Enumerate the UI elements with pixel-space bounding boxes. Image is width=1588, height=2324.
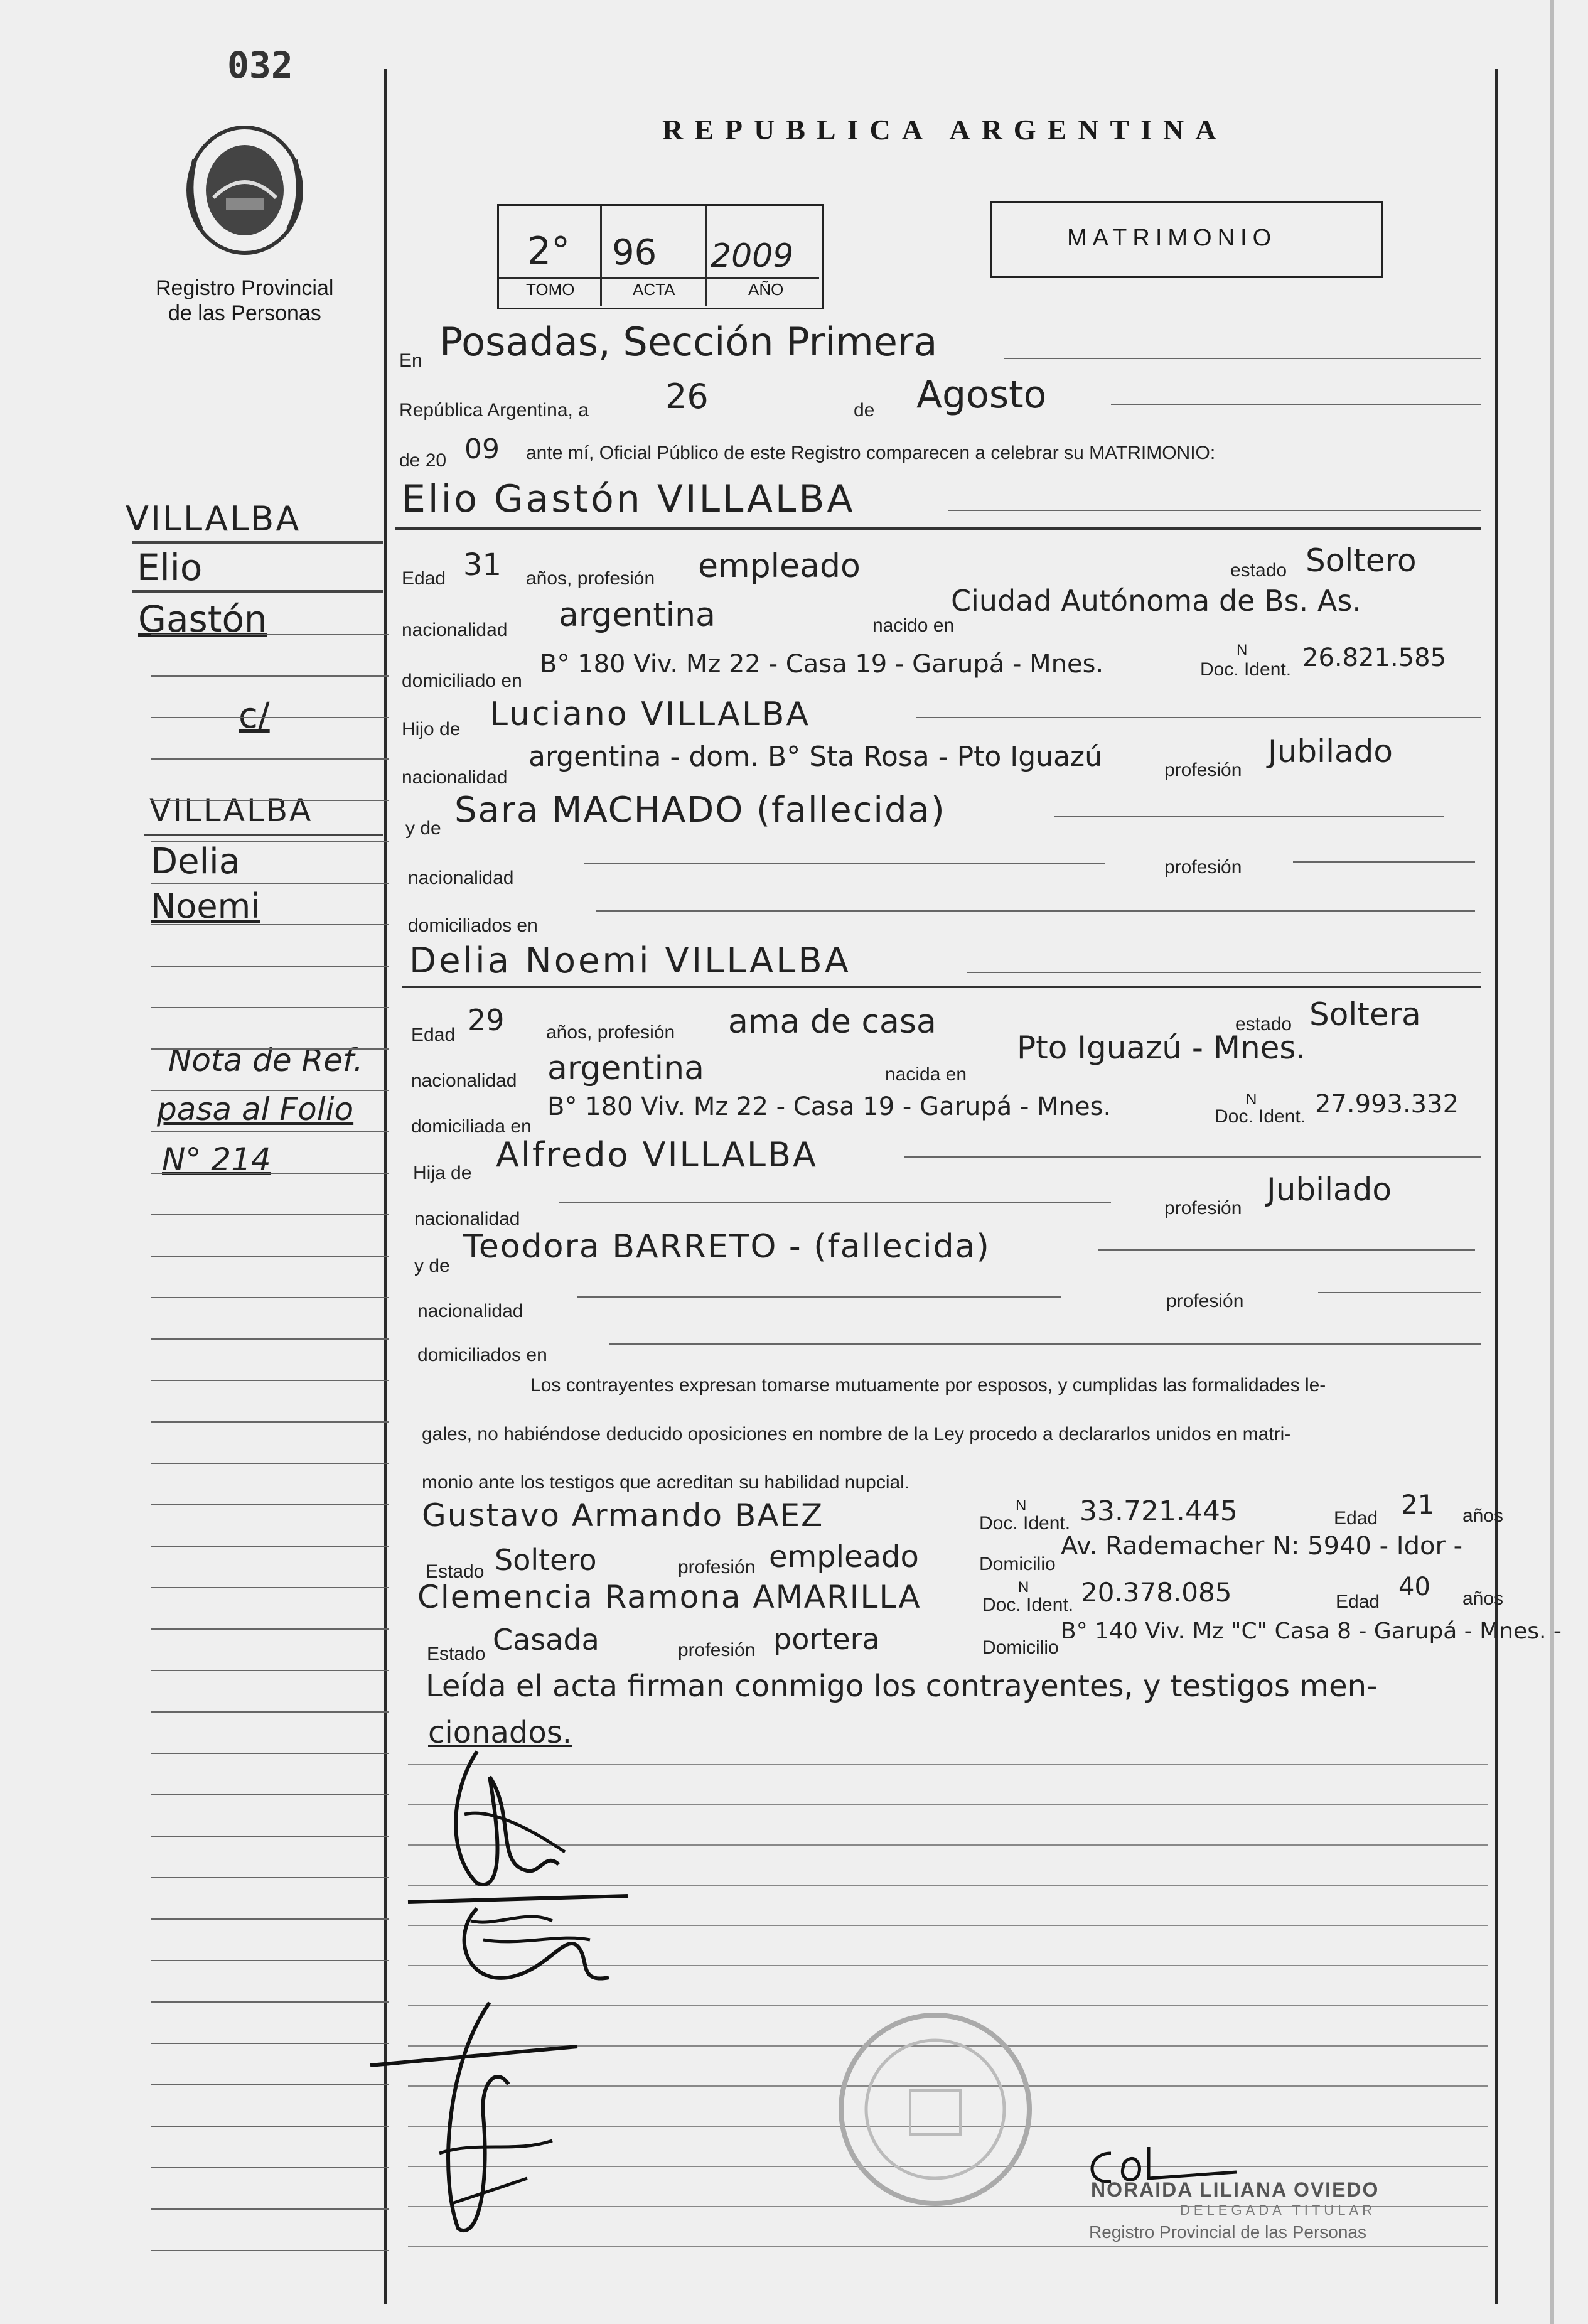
margin-surname1: VILLALBA bbox=[126, 499, 301, 539]
bride-mother: Teodora BARRETO - (fallecida) bbox=[463, 1228, 990, 1266]
witness1-estado-label: Estado bbox=[426, 1561, 485, 1582]
bride-name-rule bbox=[967, 972, 1481, 973]
bride-domiciliados-label: domiciliados en bbox=[417, 1345, 547, 1365]
witness2-dom-label: Domicilio bbox=[982, 1637, 1059, 1658]
tomo-value: 2° bbox=[527, 229, 571, 273]
margin-ruled-line bbox=[151, 1173, 389, 1174]
margin-ruled-line bbox=[151, 1918, 389, 1920]
margin-ruled-line bbox=[151, 1297, 389, 1298]
month-rule bbox=[1111, 404, 1481, 405]
groom-estado-label: estado bbox=[1230, 560, 1287, 581]
witness2-doc-label: Doc. Ident. bbox=[982, 1595, 1074, 1615]
groom-yde-label: y de bbox=[405, 818, 441, 839]
official-org: Registro Provincial de las Personas bbox=[1089, 2222, 1366, 2242]
signature-witnesses-icon bbox=[364, 1990, 603, 2254]
margin-surname2: VILLALBA bbox=[149, 792, 313, 829]
official-name: NORAIDA LILIANA OVIEDO bbox=[1091, 2178, 1380, 2201]
margin-ruled-line bbox=[151, 1960, 389, 1961]
year-prefix: de 20 bbox=[399, 450, 447, 471]
margin-rule bbox=[144, 834, 383, 836]
groom-nacido-label: nacido en bbox=[872, 615, 955, 636]
province-seal-icon bbox=[182, 122, 308, 257]
declaration-line1: Los contrayentes expresan tomarse mutuamente por esposos, y cumplidas las formalidades le- bbox=[530, 1375, 1326, 1396]
closing-line1: Leída el acta firman conmigo los contrayentes, y testigos men- bbox=[426, 1669, 1378, 1704]
section-rule bbox=[395, 527, 1481, 530]
record-box-divider-1 bbox=[600, 206, 602, 306]
groom-mother-rule bbox=[1054, 816, 1444, 817]
witness2-domicilio: B° 140 Viv. Mz "C" Casa 8 - Garupá - Mnes. - bbox=[1061, 1618, 1562, 1644]
groom-domiciliados-label: domiciliados en bbox=[408, 915, 538, 936]
groom-father-prof: Jubilado bbox=[1268, 733, 1393, 770]
witness1-name: Gustavo Armando BAEZ bbox=[422, 1497, 824, 1534]
margin-note-line1: Nota de Ref. bbox=[168, 1042, 363, 1079]
bride-father: Alfredo VILLALBA bbox=[496, 1135, 818, 1175]
bride-mother-rule bbox=[1098, 1249, 1475, 1251]
witness2-estado: Casada bbox=[493, 1623, 599, 1657]
closing-line2: cionados. bbox=[428, 1715, 572, 1750]
margin-ruled-line bbox=[151, 1794, 389, 1795]
bride-domiciliados-rule bbox=[609, 1343, 1481, 1345]
groom-name-rule bbox=[948, 510, 1481, 511]
bride-father-nac-rule bbox=[559, 1202, 1111, 1203]
witness2-estado-label: Estado bbox=[427, 1643, 486, 1664]
bride-edad-label: Edad bbox=[411, 1025, 456, 1045]
groom-domiciliados-rule bbox=[596, 910, 1475, 912]
bride-doc: 27.993.332 bbox=[1315, 1090, 1459, 1119]
month-value: Agosto bbox=[916, 373, 1047, 417]
margin-ruled-line bbox=[151, 2043, 389, 2044]
margin-ruled-line bbox=[151, 1877, 389, 1878]
bride-father-prof-label: profesión bbox=[1164, 1198, 1242, 1218]
bride-nacionalidad-label: nacionalidad bbox=[411, 1070, 517, 1091]
year-suffix: 09 bbox=[464, 433, 500, 465]
signature-groom-icon bbox=[439, 1739, 603, 1902]
bride-father-nac-label: nacionalidad bbox=[414, 1208, 520, 1229]
bride-mother-nac-label: nacionalidad bbox=[417, 1301, 523, 1321]
witness2-prof-label: profesión bbox=[678, 1640, 756, 1660]
bride-hija-label: Hija de bbox=[413, 1163, 472, 1183]
margin-ruled-line bbox=[151, 883, 389, 884]
margin-ruled-line bbox=[151, 2126, 389, 2127]
groom-father-nac-label: nacionalidad bbox=[402, 767, 508, 788]
margin-ruled-line bbox=[151, 1131, 389, 1132]
margin-ruled-line bbox=[151, 634, 389, 635]
margin-conjunction: c/ bbox=[239, 696, 270, 736]
margin-ruled-line bbox=[151, 841, 389, 842]
registry-name-line2: de las Personas bbox=[168, 301, 321, 325]
margin-ruled-line bbox=[151, 1753, 389, 1754]
margin-ruled-line bbox=[151, 1380, 389, 1381]
bride-doc-n: N bbox=[1246, 1091, 1257, 1108]
margin-ruled-line bbox=[151, 1504, 389, 1505]
groom-nacionalidad-label: nacionalidad bbox=[402, 620, 508, 640]
republica-label: República Argentina, a bbox=[399, 400, 589, 421]
groom-profesion: empleado bbox=[698, 547, 861, 585]
margin-ruled-line bbox=[151, 2250, 389, 2251]
groom-mother-nac-rule bbox=[584, 863, 1105, 864]
groom-nacido: Ciudad Autónoma de Bs. As. bbox=[951, 584, 1361, 618]
statement-text: ante mí, Oficial Público de este Registro comparecen a celebrar su MATRIMONIO: bbox=[526, 443, 1216, 463]
witness1-edad: 21 bbox=[1401, 1489, 1435, 1520]
witness1-profesion: empleado bbox=[769, 1539, 919, 1574]
acta-value: 96 bbox=[612, 232, 657, 273]
margin-note-line2: pasa al Folio bbox=[157, 1091, 354, 1127]
record-box-label-rule bbox=[499, 277, 819, 279]
groom-edad-label: Edad bbox=[402, 568, 446, 589]
bride-domicilio-label: domiciliada en bbox=[411, 1116, 532, 1137]
official-title: DELEGADA TITULAR bbox=[1180, 2202, 1376, 2218]
bride-nacionalidad: argentina bbox=[547, 1050, 704, 1087]
witness1-prof-label: profesión bbox=[678, 1557, 756, 1578]
registry-name-line1: Registro Provincial bbox=[156, 276, 334, 300]
groom-father-prof-label: profesión bbox=[1164, 760, 1242, 780]
signature-bride-icon bbox=[402, 1883, 640, 2003]
margin-ruled-line bbox=[151, 1711, 389, 1713]
groom-nacionalidad: argentina bbox=[559, 596, 716, 634]
bride-profesion: ama de casa bbox=[728, 1003, 936, 1041]
anio-value: 2009 bbox=[711, 237, 794, 275]
groom-mother-prof-rule bbox=[1293, 861, 1475, 863]
groom-father-nac: argentina - dom. B° Sta Rosa - Pto Iguazú bbox=[528, 741, 1103, 773]
bride-nacida: Pto Iguazú - Mnes. bbox=[1017, 1030, 1306, 1066]
margin-ruled-line bbox=[151, 675, 389, 677]
groom-edad: 31 bbox=[463, 547, 502, 583]
place-rule bbox=[1004, 358, 1481, 359]
bride-name: Delia Noemi VILLALBA bbox=[409, 940, 852, 981]
margin-ruled-line bbox=[151, 924, 389, 925]
margin-ruled-line bbox=[151, 717, 389, 718]
witness2-edad: 40 bbox=[1398, 1573, 1430, 1601]
groom-doc: 26.821.585 bbox=[1302, 643, 1447, 672]
groom-doc-n: N bbox=[1237, 642, 1248, 659]
margin-rule bbox=[132, 590, 383, 593]
margin-ruled-line bbox=[151, 1048, 389, 1050]
margin-ruled-line bbox=[151, 1836, 389, 1837]
witness1-dom-label: Domicilio bbox=[979, 1554, 1056, 1574]
declaration-line3: monio ante los testigos que acreditan su habilidad nupcial. bbox=[422, 1472, 910, 1493]
act-type-label: MATRIMONIO bbox=[1067, 225, 1277, 251]
record-box-divider-2 bbox=[705, 206, 707, 306]
groom-father-rule bbox=[916, 717, 1481, 718]
margin-ruled-line bbox=[151, 966, 389, 967]
bride-estado-label: estado bbox=[1235, 1014, 1292, 1035]
groom-doc-label: Doc. Ident. bbox=[1200, 659, 1292, 680]
margin-ruled-line bbox=[151, 2084, 389, 2085]
witness1-anos-label: años bbox=[1462, 1505, 1504, 1526]
folio-number: 032 bbox=[227, 44, 293, 87]
witness1-doc: 33.721.445 bbox=[1080, 1495, 1238, 1527]
official-round-stamp-icon bbox=[829, 2003, 1042, 2216]
groom-mother: Sara MACHADO (fallecida) bbox=[454, 790, 946, 831]
margin-ruled-line bbox=[151, 1463, 389, 1464]
place-value: Posadas, Sección Primera bbox=[439, 319, 938, 365]
margin-ruled-line bbox=[151, 1421, 389, 1423]
witness2-doc: 20.378.085 bbox=[1081, 1577, 1232, 1608]
margin-ruled-line bbox=[151, 2208, 389, 2210]
bride-mother-nac-rule bbox=[577, 1296, 1061, 1298]
groom-mother-prof-label: profesión bbox=[1164, 857, 1242, 878]
witness2-profesion: portera bbox=[773, 1622, 880, 1656]
margin-ruled-line bbox=[151, 1587, 389, 1588]
margin-ruled-line bbox=[151, 1338, 389, 1340]
witness1-estado: Soltero bbox=[495, 1543, 597, 1577]
left-margin-border bbox=[384, 69, 387, 2304]
country-title: REPUBLICA ARGENTINA bbox=[662, 114, 1228, 146]
de-label: de bbox=[854, 400, 875, 421]
day-value: 26 bbox=[665, 377, 709, 416]
margin-note-line3: N° 214 bbox=[162, 1141, 271, 1178]
right-border bbox=[1495, 69, 1498, 2304]
witness2-anos-label: años bbox=[1462, 1588, 1504, 1609]
bride-mother-prof-rule bbox=[1318, 1292, 1481, 1293]
witness2-edad-label: Edad bbox=[1336, 1591, 1380, 1612]
margin-name1b: Gastón bbox=[138, 598, 267, 640]
groom-profesion-label: años, profesión bbox=[526, 568, 655, 589]
declaration-line2: gales, no habiéndose deducido oposiciones en nombre de la Ley procedo a declararlos unidos en matri- bbox=[422, 1424, 1291, 1444]
witness1-edad-label: Edad bbox=[1334, 1508, 1378, 1529]
groom-mother-nac-label: nacionalidad bbox=[408, 868, 514, 888]
margin-ruled-line bbox=[151, 2167, 389, 2168]
groom-domicilio-label: domiciliado en bbox=[402, 670, 522, 691]
en-label: En bbox=[399, 350, 422, 371]
bride-profesion-label: años, profesión bbox=[546, 1022, 675, 1043]
anio-label: AÑO bbox=[748, 280, 784, 299]
witness1-doc-label: Doc. Ident. bbox=[979, 1513, 1071, 1534]
witness2-doc-n: N bbox=[1018, 1579, 1029, 1596]
margin-ruled-line bbox=[151, 1670, 389, 1671]
groom-estado: Soltero bbox=[1306, 542, 1417, 579]
bride-nacida-label: nacida en bbox=[885, 1064, 967, 1085]
witness2-name: Clemencia Ramona AMARILLA bbox=[417, 1579, 921, 1615]
margin-ruled-line bbox=[151, 2001, 389, 2003]
groom-father: Luciano VILLALBA bbox=[490, 696, 811, 733]
margin-ruled-line bbox=[151, 1007, 389, 1008]
witness1-doc-n: N bbox=[1016, 1497, 1027, 1514]
margin-name1a: Elio bbox=[137, 546, 203, 589]
margin-name2b: Noemi bbox=[151, 886, 260, 926]
groom-domicilio: B° 180 Viv. Mz 22 - Casa 19 - Garupá - Mnes. bbox=[540, 650, 1104, 679]
margin-ruled-line bbox=[151, 758, 389, 760]
groom-hijo-label: Hijo de bbox=[402, 719, 461, 740]
margin-ruled-line bbox=[151, 1214, 389, 1215]
groom-name: Elio Gastón VILLALBA bbox=[402, 477, 856, 521]
bride-estado: Soltera bbox=[1309, 996, 1421, 1033]
section-rule bbox=[402, 986, 1481, 988]
bride-father-prof: Jubilado bbox=[1267, 1171, 1392, 1208]
bride-domicilio: B° 180 Viv. Mz 22 - Casa 19 - Garupá - Mnes. bbox=[547, 1092, 1112, 1121]
margin-ruled-line bbox=[151, 1090, 389, 1091]
bride-doc-label: Doc. Ident. bbox=[1215, 1106, 1306, 1127]
bride-father-rule bbox=[904, 1156, 1481, 1158]
margin-name2a: Delia bbox=[151, 841, 241, 882]
right-page-edge bbox=[1550, 0, 1554, 2324]
margin-ruled-line bbox=[151, 1628, 389, 1630]
bride-edad: 29 bbox=[468, 1003, 505, 1037]
margin-ruled-line bbox=[151, 1256, 389, 1257]
witness1-domicilio: Av. Rademacher N: 5940 - Idor - bbox=[1061, 1532, 1463, 1561]
margin-rule bbox=[132, 541, 383, 544]
acta-label: ACTA bbox=[633, 280, 675, 299]
tomo-label: TOMO bbox=[526, 280, 575, 299]
margin-ruled-line bbox=[151, 1546, 389, 1547]
bride-mother-prof-label: profesión bbox=[1166, 1291, 1244, 1311]
bride-yde-label: y de bbox=[414, 1256, 450, 1276]
margin-ruled-line bbox=[151, 800, 389, 801]
